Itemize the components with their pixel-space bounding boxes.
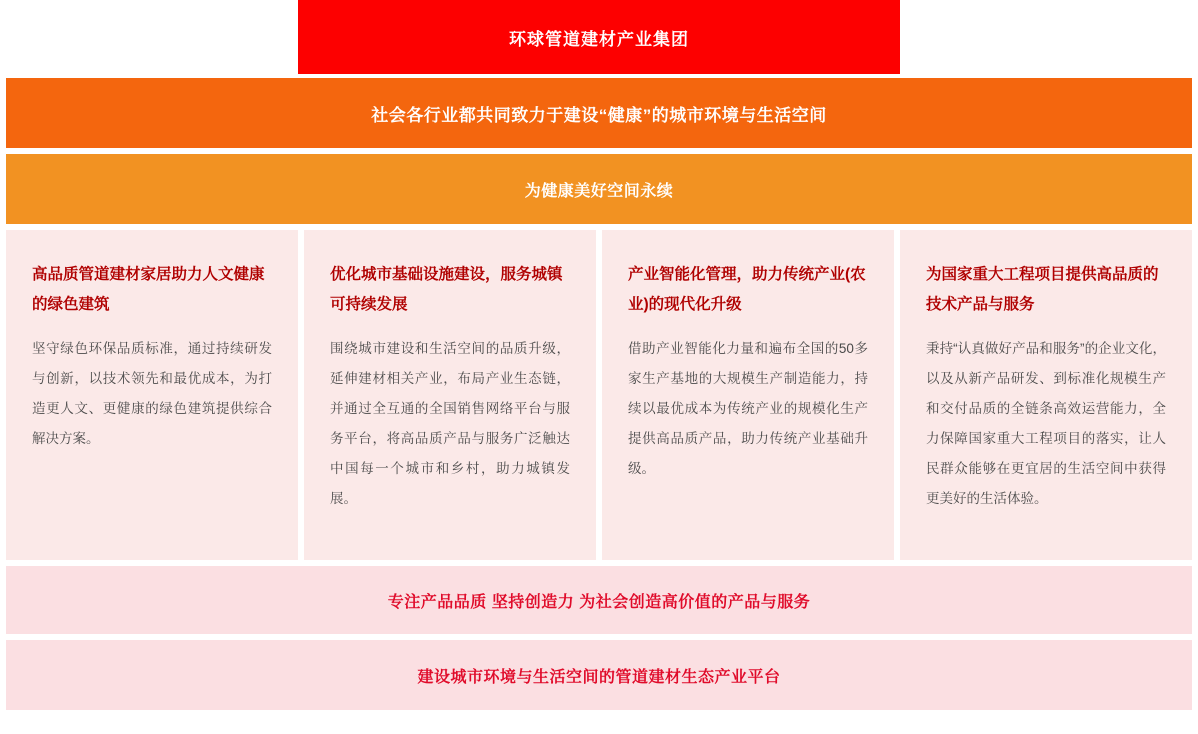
mission-banner bbox=[6, 78, 1192, 148]
pillar-card-body: 借助产业智能化力量和遍布全国的50多家生产基地的大规模生产制造能力，持续以最优成本为传统产业的规模化生产提供高品质产品，助力传统产业基础升级。 bbox=[628, 341, 868, 476]
pillar-card-title: 产业智能化管理，助力传统产业(农业)的现代化升级 bbox=[628, 266, 866, 313]
mission-row bbox=[0, 74, 1198, 148]
pillar-card bbox=[6, 230, 298, 560]
platform-banner bbox=[6, 640, 1192, 710]
vision-row bbox=[0, 148, 1198, 224]
group-title-banner bbox=[298, 0, 900, 74]
group-title-text: 环球管道建材产业集团 bbox=[509, 29, 689, 49]
mission-text: 社会各行业都共同致力于建设“健康”的城市环境与生活空间 bbox=[371, 105, 827, 125]
vision-text: 为健康美好空间永续 bbox=[524, 182, 674, 200]
pillar-card-body: 秉持“认真做好产品和服务”的企业文化，以及从新产品研发、到标准化规模生产和交付品质的全链条高效运营能力，全力保障国家重大工程项目的落实，让人民群众能够在更宜居的生活空间中获得更美好的生活体验。 bbox=[926, 341, 1166, 506]
pillar-card-list bbox=[6, 230, 1192, 560]
pillar-card-title: 为国家重大工程项目提供高品质的技术产品与服务 bbox=[926, 266, 1159, 313]
platform-row bbox=[0, 634, 1198, 710]
pillar-card-body: 坚守绿色环保品质标准，通过持续研发与创新，以技术领先和最优成本，为打造更人文、更健康的绿色建筑提供综合解决方案。 bbox=[32, 341, 272, 446]
pillar-card-title: 高品质管道建材家居助力人文健康的绿色建筑 bbox=[32, 266, 265, 313]
value-banner bbox=[6, 566, 1192, 634]
pillar-card-body: 围绕城市建设和生活空间的品质升级，延伸建材相关产业，布局产业生态链，并通过全互通的全国销售网络平台与服务平台，将高品质产品与服务广泛触达中国每一个城市和乡村，助力城镇发展。 bbox=[330, 341, 570, 506]
value-text: 专注产品品质 坚持创造力 为社会创造高价值的产品与服务 bbox=[387, 593, 811, 611]
vision-banner bbox=[6, 154, 1192, 224]
platform-text: 建设城市环境与生活空间的管道建材生态产业平台 bbox=[417, 668, 781, 686]
pillar-card bbox=[602, 230, 894, 560]
group-title-row bbox=[0, 0, 1198, 74]
pillar-card-title: 优化城市基础设施建设，服务城镇可持续发展 bbox=[330, 266, 563, 313]
pillar-card bbox=[900, 230, 1192, 560]
value-row bbox=[0, 560, 1198, 634]
pillar-card bbox=[304, 230, 596, 560]
